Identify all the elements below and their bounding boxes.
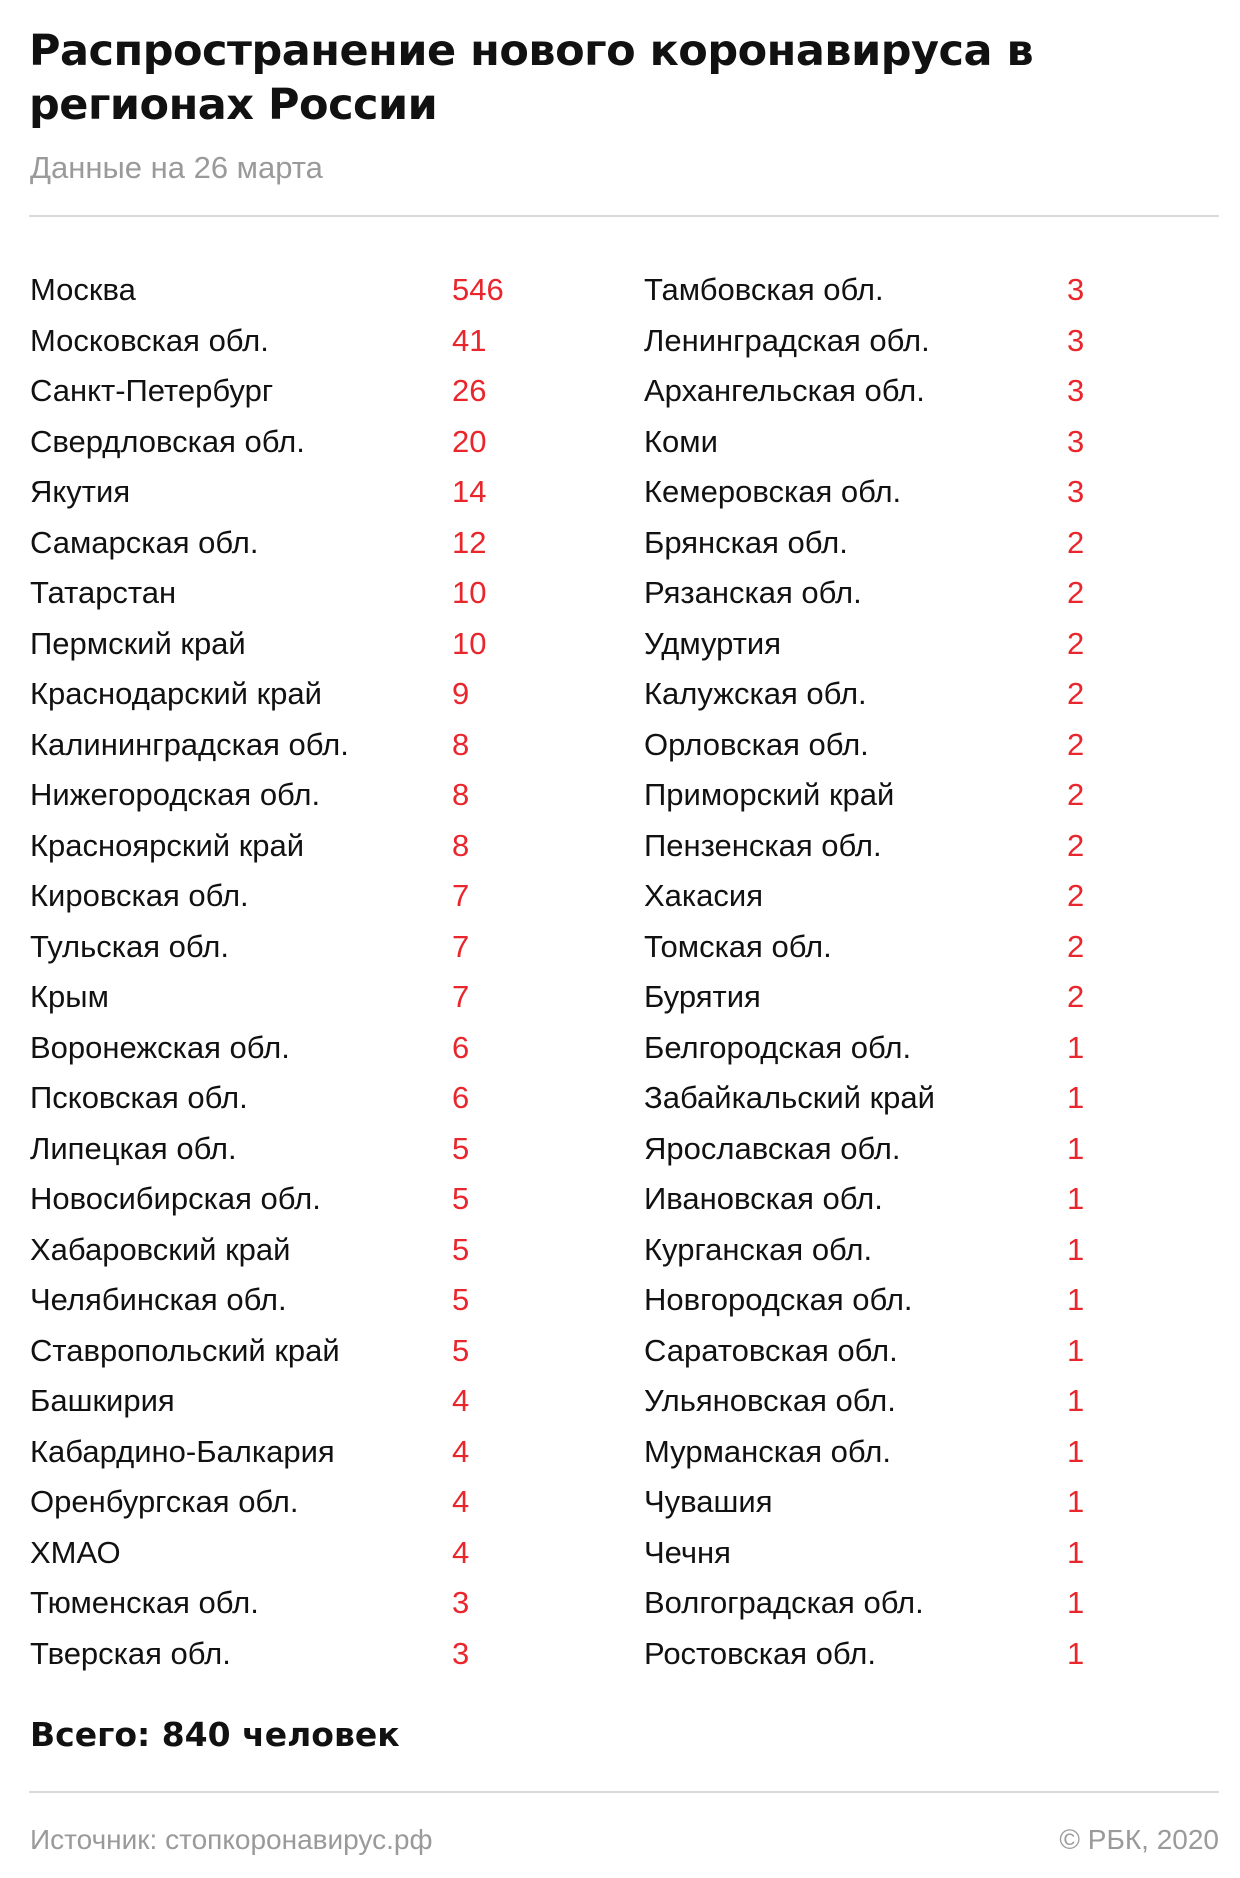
case-count: 2: [1067, 726, 1085, 762]
region-name: Самарская обл.: [30, 524, 259, 560]
case-count: 5: [452, 1332, 470, 1368]
region-name: Калининградская обл.: [30, 726, 349, 762]
case-count: 1: [1067, 1231, 1085, 1267]
region-name: Ленинградская обл.: [644, 322, 930, 358]
region-name: Челябинская обл.: [30, 1282, 287, 1317]
case-count: 2: [1067, 575, 1085, 610]
table-row: [30, 1326, 550, 1377]
regions-table-right-column: [644, 265, 1164, 1679]
table-row: [644, 1477, 1164, 1528]
case-count: 1: [1067, 1383, 1085, 1418]
region-name: Коми: [644, 423, 718, 459]
case-count: 5: [452, 1231, 470, 1267]
region-name: Татарстан: [30, 575, 177, 610]
table-row: [30, 568, 550, 619]
table-row: [30, 1073, 550, 1124]
region-name: Чувашия: [644, 1484, 773, 1519]
region-name: Оренбургская обл.: [30, 1484, 299, 1519]
table-row: [30, 1477, 550, 1528]
table-row: [30, 972, 550, 1023]
region-name: Красноярский край: [30, 827, 305, 863]
table-row: [644, 1023, 1164, 1074]
region-name: Новосибирская обл.: [30, 1181, 321, 1216]
region-name: Приморский край: [644, 777, 895, 812]
region-name: Рязанская обл.: [644, 575, 862, 610]
table-row: [30, 518, 550, 569]
table-row: [644, 518, 1164, 569]
region-name: Архангельская обл.: [644, 373, 925, 408]
case-count: 2: [1067, 827, 1085, 863]
case-count: 1: [1067, 1130, 1085, 1166]
table-row: [30, 770, 550, 821]
case-count: 6: [452, 1029, 470, 1065]
table-row: [30, 922, 550, 973]
case-count: 4: [452, 1433, 470, 1469]
region-name: Орловская обл.: [644, 726, 869, 762]
region-name: Хабаровский край: [30, 1231, 291, 1267]
table-row: [644, 1124, 1164, 1175]
case-count: 2: [1067, 928, 1085, 964]
region-name: Чечня: [644, 1534, 731, 1570]
case-count: 3: [452, 1635, 470, 1671]
region-name: Башкирия: [30, 1383, 175, 1418]
region-name: Хакасия: [644, 878, 764, 913]
table-row: [644, 467, 1164, 518]
case-count: 2: [1067, 625, 1085, 661]
case-count: 20: [452, 423, 487, 459]
region-name: Саратовская обл.: [644, 1332, 898, 1368]
case-count: 1: [1067, 1534, 1085, 1570]
region-name: Тамбовская обл.: [644, 272, 884, 307]
table-row: [644, 1326, 1164, 1377]
region-name: Тульская обл.: [30, 928, 229, 964]
table-row: [30, 467, 550, 518]
table-row: [644, 821, 1164, 872]
region-name: Московская обл.: [30, 322, 269, 358]
table-row: [644, 1174, 1164, 1225]
region-name: Псковская обл.: [30, 1080, 248, 1115]
region-name: Липецкая обл.: [30, 1130, 237, 1166]
table-row: [30, 1023, 550, 1074]
source-credit: Источник: стопкоронавирус.рф: [30, 1824, 433, 1855]
table-row: [30, 366, 550, 417]
case-count: 7: [452, 878, 470, 913]
case-count: 3: [1067, 322, 1085, 358]
region-name: Калужская обл.: [644, 676, 867, 711]
case-count: 2: [1067, 878, 1085, 913]
case-count: 1: [1067, 1332, 1085, 1368]
table-row: [644, 1427, 1164, 1478]
table-row: [30, 417, 550, 468]
page-subtitle: Данные на 26 марта: [30, 150, 323, 185]
case-count: 3: [1067, 423, 1085, 459]
case-count: 546: [452, 272, 504, 307]
table-row: [30, 1275, 550, 1326]
table-row: [30, 720, 550, 771]
region-name: Свердловская обл.: [30, 423, 305, 459]
case-count: 9: [452, 676, 470, 711]
regions-table-left-column: [30, 265, 550, 1679]
page-title: Распространение нового коронавируса в регионах России: [29, 26, 1034, 130]
bottom-divider: [29, 1791, 1219, 1793]
region-name: Бурятия: [644, 979, 761, 1014]
case-count: 4: [452, 1383, 470, 1418]
table-row: [644, 770, 1164, 821]
case-count: 1: [1067, 1635, 1085, 1671]
case-count: 3: [1067, 373, 1085, 408]
case-count: 1: [1067, 1029, 1085, 1065]
table-row: [644, 922, 1164, 973]
table-row: [30, 1376, 550, 1427]
region-name: Москва: [30, 272, 136, 307]
case-count: 5: [452, 1282, 470, 1317]
region-name: Кемеровская обл.: [644, 474, 902, 509]
region-name: Ярославская обл.: [644, 1130, 901, 1166]
case-count: 3: [1067, 474, 1085, 509]
region-name: Пензенская обл.: [644, 827, 882, 863]
region-name: ХМАО: [30, 1534, 121, 1570]
region-name: Кировская обл.: [30, 878, 249, 913]
case-count: 2: [1067, 524, 1085, 560]
case-count: 8: [452, 726, 470, 762]
table-row: [644, 871, 1164, 922]
table-row: [644, 1376, 1164, 1427]
case-count: 3: [1067, 272, 1085, 307]
table-row: [30, 1578, 550, 1629]
region-name: Ивановская обл.: [644, 1181, 883, 1216]
region-name: Кабардино-Балкария: [30, 1433, 335, 1469]
region-name: Тверская обл.: [30, 1635, 231, 1671]
table-row: [30, 265, 550, 316]
region-name: Ульяновская обл.: [644, 1383, 896, 1418]
table-row: [30, 619, 550, 670]
table-row: [644, 568, 1164, 619]
case-count: 1: [1067, 1585, 1085, 1620]
case-count: 8: [452, 777, 470, 812]
region-name: Пермский край: [30, 625, 246, 661]
region-name: Мурманская обл.: [644, 1433, 891, 1469]
table-row: [30, 821, 550, 872]
table-row: [30, 1427, 550, 1478]
region-name: Воронежская обл.: [30, 1029, 290, 1065]
table-row: [644, 1528, 1164, 1579]
case-count: 5: [452, 1181, 470, 1216]
table-row: [30, 1174, 550, 1225]
table-row: [644, 1275, 1164, 1326]
case-count: 7: [452, 979, 470, 1014]
table-row: [30, 871, 550, 922]
top-divider: [29, 215, 1219, 217]
case-count: 10: [452, 625, 487, 661]
case-count: 2: [1067, 777, 1085, 812]
region-name: Тюменская обл.: [30, 1585, 259, 1620]
region-name: Белгородская обл.: [644, 1029, 912, 1065]
table-row: [30, 1225, 550, 1276]
case-count: 7: [452, 928, 470, 964]
region-name: Ставропольский край: [30, 1332, 340, 1368]
region-name: Брянская обл.: [644, 524, 848, 560]
table-row: [644, 265, 1164, 316]
case-count: 3: [452, 1585, 470, 1620]
case-count: 1: [1067, 1282, 1085, 1317]
case-count: 1: [1067, 1484, 1085, 1519]
case-count: 12: [452, 524, 487, 560]
table-row: [30, 316, 550, 367]
case-count: 2: [1067, 676, 1085, 711]
table-row: [644, 720, 1164, 771]
table-row: [644, 417, 1164, 468]
case-count: 1: [1067, 1181, 1085, 1216]
table-row: [30, 1528, 550, 1579]
region-name: Томская обл.: [644, 928, 832, 964]
case-count: 8: [452, 827, 470, 863]
table-row: [30, 1629, 550, 1680]
region-name: Забайкальский край: [644, 1080, 935, 1115]
region-name: Новгородская обл.: [644, 1282, 913, 1317]
case-count: 1: [1067, 1433, 1085, 1469]
case-count: 2: [1067, 979, 1085, 1014]
region-name: Краснодарский край: [30, 676, 322, 711]
case-count: 1: [1067, 1080, 1085, 1115]
region-name: Якутия: [30, 474, 131, 509]
copyright-credit: © РБК, 2020: [1059, 1824, 1219, 1855]
case-count: 26: [452, 373, 487, 408]
table-row: [644, 1578, 1164, 1629]
case-count: 10: [452, 575, 487, 610]
table-row: [30, 1124, 550, 1175]
case-count: 6: [452, 1080, 470, 1115]
total-cases: Всего: 840 человек: [30, 1715, 400, 1754]
region-name: Курганская обл.: [644, 1231, 873, 1267]
region-name: Ростовская обл.: [644, 1635, 876, 1671]
region-name: Крым: [30, 979, 109, 1014]
table-row: [644, 316, 1164, 367]
table-row: [644, 1225, 1164, 1276]
table-row: [644, 1629, 1164, 1680]
table-row: [644, 669, 1164, 720]
case-count: 5: [452, 1130, 470, 1166]
region-name: Удмуртия: [644, 625, 782, 661]
table-row: [30, 669, 550, 720]
table-row: [644, 619, 1164, 670]
region-name: Санкт-Петербург: [30, 373, 274, 408]
case-count: 41: [452, 322, 487, 358]
table-row: [644, 972, 1164, 1023]
case-count: 4: [452, 1484, 470, 1519]
table-row: [644, 1073, 1164, 1124]
case-count: 14: [452, 474, 487, 509]
table-row: [644, 366, 1164, 417]
region-name: Волгоградская обл.: [644, 1585, 924, 1620]
region-name: Нижегородская обл.: [30, 777, 321, 812]
case-count: 4: [452, 1534, 470, 1570]
